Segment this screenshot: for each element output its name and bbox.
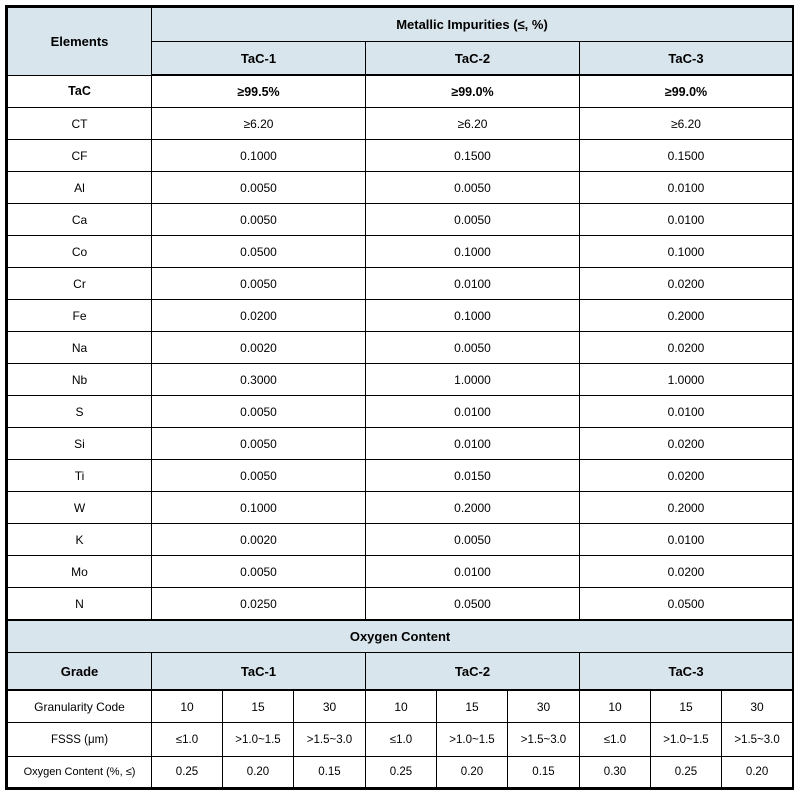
oxygen-content-section-header: Oxygen Content: [8, 621, 793, 653]
grade-label-header: Grade: [8, 653, 152, 691]
element-name-cell: CT: [8, 108, 152, 140]
impurity-value-cell: 0.0100: [580, 172, 793, 204]
oxygen-grade-header-row: [8, 653, 793, 691]
oxygen-row: [8, 690, 793, 723]
impurity-value-cell: 0.0050: [366, 204, 580, 236]
impurity-row: [8, 204, 793, 236]
impurity-value-cell: 0.1000: [366, 236, 580, 268]
impurity-value-cell: 0.0500: [580, 588, 793, 620]
oxygen-value-cell: 30: [722, 690, 793, 723]
grade-header-tac3: TaC-3: [580, 42, 793, 76]
oxygen-section-header-row: [8, 621, 793, 653]
impurity-value-cell: 0.0150: [366, 460, 580, 492]
oxygen-value-cell: 15: [651, 690, 722, 723]
impurity-value-cell: 1.0000: [366, 364, 580, 396]
oxygen-value-cell: ≤1.0: [366, 723, 437, 757]
element-name-cell: Co: [8, 236, 152, 268]
oxygen-value-cell: ≤1.0: [580, 723, 651, 757]
impurity-value-cell: 0.1500: [366, 140, 580, 172]
impurity-row: [8, 268, 793, 300]
impurity-row: [8, 75, 793, 108]
oxygen-value-cell: 0.20: [223, 757, 294, 788]
impurity-value-cell: 0.0500: [366, 588, 580, 620]
element-name-cell: CF: [8, 140, 152, 172]
element-name-cell: TaC: [8, 75, 152, 108]
element-name-cell: Ti: [8, 460, 152, 492]
impurity-value-cell: 0.0050: [152, 204, 366, 236]
impurity-row: [8, 588, 793, 620]
impurity-value-cell: 0.2000: [580, 492, 793, 524]
element-name-cell: W: [8, 492, 152, 524]
impurity-value-cell: 0.0200: [580, 556, 793, 588]
impurity-value-cell: ≥99.0%: [366, 75, 580, 108]
impurity-value-cell: 0.0250: [152, 588, 366, 620]
oxygen-value-cell: >1.5~3.0: [294, 723, 366, 757]
element-name-cell: Nb: [8, 364, 152, 396]
oxygen-grade-header-tac1: TaC-1: [152, 653, 366, 691]
impurity-row: [8, 364, 793, 396]
impurity-value-cell: 0.1000: [580, 236, 793, 268]
oxygen-value-cell: >1.0~1.5: [437, 723, 508, 757]
impurity-value-cell: 0.0050: [152, 396, 366, 428]
impurity-value-cell: ≥6.20: [366, 108, 580, 140]
oxygen-value-cell: 0.25: [651, 757, 722, 788]
oxygen-value-cell: 15: [437, 690, 508, 723]
impurity-row: [8, 172, 793, 204]
oxygen-content-table: [7, 620, 793, 788]
oxygen-value-cell: >1.0~1.5: [223, 723, 294, 757]
oxygen-value-cell: 0.15: [294, 757, 366, 788]
impurity-row: [8, 524, 793, 556]
impurity-value-cell: 1.0000: [580, 364, 793, 396]
impurity-value-cell: 0.0100: [580, 396, 793, 428]
oxygen-grade-header-tac3: TaC-3: [580, 653, 793, 691]
impurity-row: [8, 428, 793, 460]
tables-wrapper: [5, 5, 794, 790]
impurity-value-cell: 0.0050: [366, 524, 580, 556]
impurity-row: [8, 492, 793, 524]
impurity-value-cell: ≥6.20: [580, 108, 793, 140]
impurity-value-cell: 0.0020: [152, 524, 366, 556]
element-name-cell: Si: [8, 428, 152, 460]
element-name-cell: Fe: [8, 300, 152, 332]
oxygen-value-cell: 15: [223, 690, 294, 723]
impurity-value-cell: 0.0050: [366, 332, 580, 364]
impurity-value-cell: 0.1000: [152, 140, 366, 172]
impurity-value-cell: 0.0100: [366, 396, 580, 428]
element-name-cell: N: [8, 588, 152, 620]
impurity-value-cell: 0.0200: [580, 460, 793, 492]
impurity-value-cell: 0.1000: [152, 492, 366, 524]
impurity-value-cell: 0.0100: [580, 524, 793, 556]
oxygen-value-cell: ≤1.0: [152, 723, 223, 757]
oxygen-row: [8, 757, 793, 788]
oxygen-row-label: Granularity Code: [8, 690, 152, 723]
impurity-value-cell: ≥6.20: [152, 108, 366, 140]
grade-header-tac1: TaC-1: [152, 42, 366, 76]
impurity-value-cell: 0.0100: [366, 556, 580, 588]
impurity-value-cell: 0.0100: [580, 204, 793, 236]
impurity-value-cell: 0.1500: [580, 140, 793, 172]
impurity-value-cell: 0.2000: [580, 300, 793, 332]
impurity-value-cell: ≥99.5%: [152, 75, 366, 108]
oxygen-value-cell: >1.0~1.5: [651, 723, 722, 757]
impurities-group-header-row: [8, 8, 793, 42]
impurity-value-cell: 0.3000: [152, 364, 366, 396]
impurity-value-cell: 0.0050: [152, 428, 366, 460]
oxygen-row-label: Oxygen Content (%, ≤): [8, 757, 152, 788]
impurity-value-cell: 0.2000: [366, 492, 580, 524]
impurity-value-cell: 0.0050: [366, 172, 580, 204]
oxygen-value-cell: 0.25: [366, 757, 437, 788]
oxygen-value-cell: 0.30: [580, 757, 651, 788]
impurity-row: [8, 396, 793, 428]
oxygen-value-cell: >1.5~3.0: [508, 723, 580, 757]
impurity-value-cell: 0.0200: [580, 268, 793, 300]
element-name-cell: Ca: [8, 204, 152, 236]
element-name-cell: Mo: [8, 556, 152, 588]
impurity-value-cell: 0.0200: [152, 300, 366, 332]
impurity-value-cell: ≥99.0%: [580, 75, 793, 108]
element-name-cell: Cr: [8, 268, 152, 300]
impurity-row: [8, 460, 793, 492]
impurity-row: [8, 140, 793, 172]
oxygen-row-label: FSSS (μm): [8, 723, 152, 757]
impurity-value-cell: 0.0050: [152, 268, 366, 300]
oxygen-value-cell: >1.5~3.0: [722, 723, 793, 757]
oxygen-value-cell: 0.25: [152, 757, 223, 788]
impurity-value-cell: 0.0050: [152, 556, 366, 588]
element-name-cell: K: [8, 524, 152, 556]
oxygen-value-cell: 30: [508, 690, 580, 723]
impurity-value-cell: 0.0200: [580, 428, 793, 460]
impurity-value-cell: 0.0200: [580, 332, 793, 364]
impurity-row: [8, 556, 793, 588]
oxygen-value-cell: 0.20: [722, 757, 793, 788]
oxygen-value-cell: 10: [366, 690, 437, 723]
oxygen-value-cell: 10: [580, 690, 651, 723]
impurity-value-cell: 0.0100: [366, 428, 580, 460]
impurity-value-cell: 0.0500: [152, 236, 366, 268]
metallic-impurities-header: Metallic Impurities (≤, %): [152, 8, 793, 42]
elements-column-header: Elements: [8, 8, 152, 76]
oxygen-row: [8, 723, 793, 757]
impurity-row: [8, 332, 793, 364]
impurity-row: [8, 300, 793, 332]
oxygen-value-cell: 30: [294, 690, 366, 723]
oxygen-value-cell: 0.20: [437, 757, 508, 788]
element-name-cell: S: [8, 396, 152, 428]
oxygen-value-cell: 0.15: [508, 757, 580, 788]
metallic-impurities-table: [7, 7, 793, 620]
impurity-value-cell: 0.0020: [152, 332, 366, 364]
impurity-row: [8, 108, 793, 140]
impurity-row: [8, 236, 793, 268]
impurity-value-cell: 0.1000: [366, 300, 580, 332]
impurity-value-cell: 0.0100: [366, 268, 580, 300]
oxygen-grade-header-tac2: TaC-2: [366, 653, 580, 691]
impurity-value-cell: 0.0050: [152, 460, 366, 492]
element-name-cell: Al: [8, 172, 152, 204]
impurity-value-cell: 0.0050: [152, 172, 366, 204]
oxygen-value-cell: 10: [152, 690, 223, 723]
element-name-cell: Na: [8, 332, 152, 364]
grade-header-tac2: TaC-2: [366, 42, 580, 76]
